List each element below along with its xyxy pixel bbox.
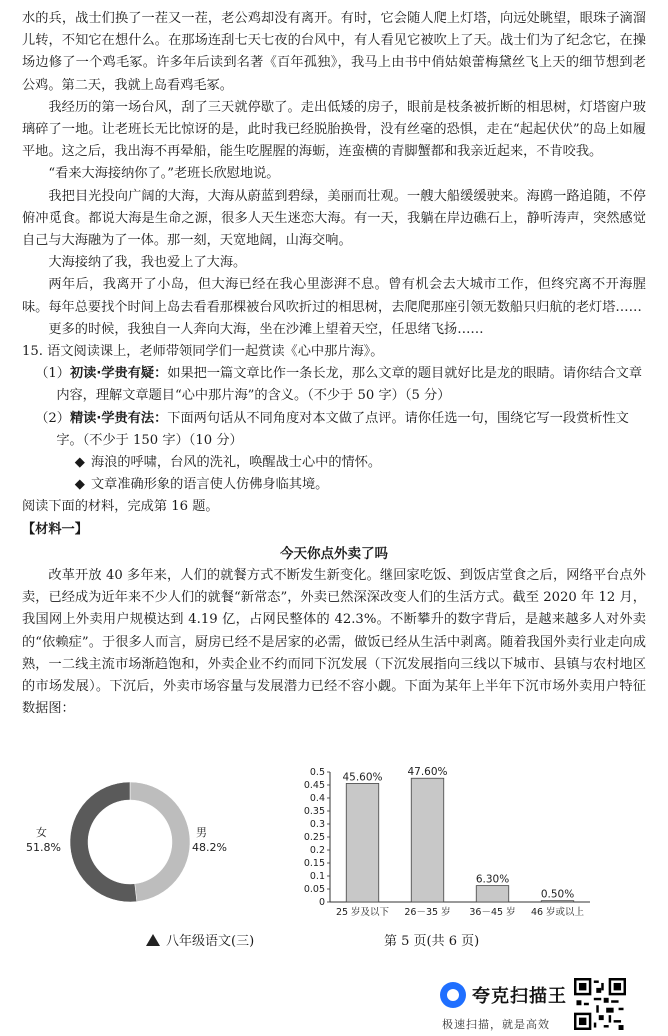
y-tick-label: 0.35 xyxy=(303,806,325,817)
part-number: （2） xyxy=(35,410,70,426)
part-keyword: 精读·学贵有法： xyxy=(69,410,168,426)
pie-slice xyxy=(130,782,190,902)
gender-donut-chart xyxy=(26,760,280,920)
y-tick-label: 0.4 xyxy=(309,793,325,804)
y-tick-label: 0 xyxy=(318,897,325,908)
bar xyxy=(346,783,379,902)
bar xyxy=(541,901,574,902)
pie-label-category: 男 xyxy=(196,826,207,839)
part-text: 如果把一篇文章比作一条长龙，那么文章的题目就好比是龙的眼睛。请你结合文章内容，理解文章题目“心中那片海”的含义。（不少于 50 字）（5 分） xyxy=(56,366,643,404)
scanner-watermark xyxy=(440,976,650,1032)
part-number: （1） xyxy=(35,366,70,382)
text-body xyxy=(22,8,646,721)
part-keyword: 初读·学贵有疑： xyxy=(69,366,168,382)
qr-code-icon xyxy=(574,978,626,1030)
story-paragraph: “看来大海接纳你了。”老班长欣慰地说。 xyxy=(48,166,280,182)
comment-text: 文章准确形象的语言使人仿佛身临其境。 xyxy=(90,477,329,493)
question-15-part-1 xyxy=(22,363,646,407)
y-tick-label: 0.25 xyxy=(303,832,325,843)
footer-left xyxy=(146,930,254,949)
bar-data-label: 6.30% xyxy=(475,873,510,886)
comment-option-1 xyxy=(22,452,646,474)
comment-option-2 xyxy=(22,474,646,496)
diamond-bullet-icon: ◆ xyxy=(74,455,85,471)
y-tick-label: 0.1 xyxy=(309,871,325,882)
x-tick-label: 46 岁或以上 xyxy=(530,907,585,918)
question-15-part-2 xyxy=(22,408,646,452)
x-tick-label: 36－45 岁 xyxy=(469,907,516,918)
charts-area xyxy=(0,760,668,920)
pie-label-value: 48.2% xyxy=(192,841,227,854)
y-tick-label: 0.2 xyxy=(309,845,325,856)
bar-data-label: 47.60% xyxy=(407,766,448,779)
bar xyxy=(476,886,509,902)
pie-label-value: 51.8% xyxy=(26,841,61,854)
story-paragraph: 更多的时候，我独自一人奔向大海，坐在沙滩上望着天空，任思绪飞扬…… xyxy=(48,321,484,337)
y-tick-label: 0.05 xyxy=(303,884,325,895)
story-paragraph: 水的兵，战士们换了一茬又一茬，老公鸡却没有离开。有时，它会随人爬上灯塔，向远处眺望，眼珠子滴溜儿转，不知它在想什么。在那场连刮七天七夜的台风中，有人看见它被吹上了天。战士们为了纪念它，在操场边修了一个鸡毛冢。许多年后读到名著《百年孤独》，我马上由书中俏姑娘蕾梅黛丝飞上天的细节想到老公鸡。第二天，我就上岛看鸡毛冢。 xyxy=(22,11,646,93)
footer-page-number: 第 5 页(共 6 页) xyxy=(384,934,480,949)
pie-slice xyxy=(70,782,137,902)
age-bar-chart xyxy=(290,760,610,920)
material-intro: 阅读下面的材料，完成第 16 题。 xyxy=(22,499,219,515)
footer-left-text: 八年级语文(三) xyxy=(166,934,255,949)
page-footer xyxy=(0,926,668,950)
diamond-bullet-icon: ◆ xyxy=(74,477,85,493)
y-tick-label: 0.45 xyxy=(303,780,325,791)
article-title: 今天你点外卖了吗 xyxy=(280,545,388,562)
part-text: 下面两句话从不同角度对本文做了点评。请你任选一句，围绕它写一段赏析性文字。（不少于 150 字）（10 分） xyxy=(56,410,629,448)
story-paragraph: 大海接纳了我，我也爱上了大海。 xyxy=(48,255,247,271)
x-tick-label: 25 岁及以下 xyxy=(335,907,390,918)
article-body: 改革开放 40 多年来，人们的就餐方式不断发生新变化。继回家吃饭、到饭店堂食之后，网络平台点外卖，已经成为近年来不少人们的就餐“新常态”，外卖已然深深改变人们的生活方式。截至 2020 年 12 月，我国网上外卖用户规模达到 4.19 亿，占网民整体的 42.3%。不断攀升的数字背后，是越来越多人对外卖的“依赖症”。于很多人而言，厨房已经不是居家的必需，做饭已经从生活中剥离。随着我国外卖行业走向成熟，一二线主流市场渐趋饱和，外卖企业不约而同下沉发展（下沉发展指向三线以下城市、县镇与农村地区的市场发展）。下沉后，外卖市场容量与发展潜力已经不容小觑。下面为某年上半年下沉市场外卖用户特征数据图： xyxy=(22,568,646,717)
scanner-logo-icon xyxy=(440,982,466,1008)
bar-data-label: 0.50% xyxy=(540,888,575,901)
pie-label-category: 女 xyxy=(36,826,47,839)
story-paragraph: 两年后，我离开了小岛，但大海已经在我心里澎湃不息。曾有机会去大城市工作，但终究离不开海腥味。每年总要找个时间上岛去看看那棵被台风吹折过的相思树，去爬爬那座引领无数船只归航的老灯塔…… xyxy=(22,277,646,315)
story-paragraph: 我经历的第一场台风，刮了三天就停歇了。走出低矮的房子，眼前是枝条被折断的相思树，灯塔窗户玻璃碎了一地。让老班长无比惊讶的是，此时我已经脱胎换骨，没有丝毫的恐惧，走在“起起伏伏”的岛上如履平地。这之后，我出海不再晕船，能生吃腥腥的海蛎，连蛮横的青脚蟹都和我亲近起来，不肯咬我。 xyxy=(22,99,646,160)
question-15-stem: 15. 语文阅读课上，老师带领同学们一起赏读《心中那片海》。 xyxy=(22,344,384,360)
y-tick-label: 0.15 xyxy=(303,858,325,869)
scanner-name: 夸克扫描王 xyxy=(472,986,567,1007)
y-tick-label: 0.3 xyxy=(309,819,325,830)
x-tick-label: 26－35 岁 xyxy=(404,907,451,918)
scanner-slogan: 极速扫描，就是高效 xyxy=(442,1018,550,1031)
bar-data-label: 45.60% xyxy=(342,771,383,784)
material-label: 【材料一】 xyxy=(22,521,88,537)
y-tick-label: 0.5 xyxy=(309,767,325,778)
triangle-logo-icon xyxy=(146,934,160,946)
bar xyxy=(411,778,444,902)
story-paragraph: 我把目光投向广阔的大海，大海从蔚蓝到碧绿，美丽而壮观。一艘大船缓缓驶来。海鸥一路追随，不停俯冲觅食。都说大海是生命之源，很多人天生迷恋大海。有一天，我躺在岸边礁石上，静听涛声，突然感觉自己与大海融为了一体。那一刻，天宽地阔，山海交响。 xyxy=(22,188,646,249)
comment-text: 海浪的呼啸，台风的洗礼，唤醒战士心中的情怀。 xyxy=(90,455,382,471)
